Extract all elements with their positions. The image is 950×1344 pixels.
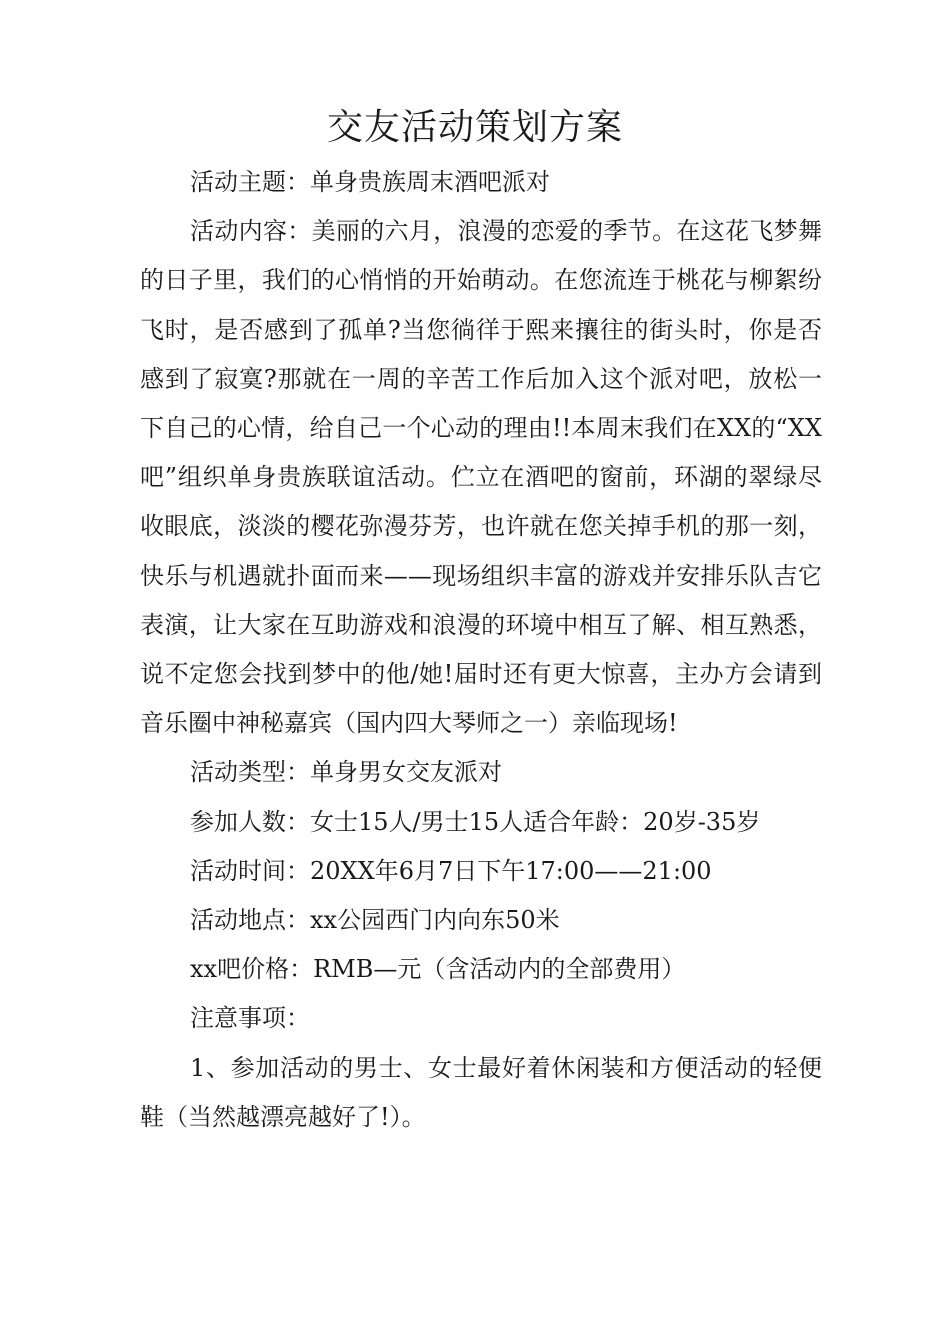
document-body <box>140 158 822 1142</box>
paragraph-content: 活动内容：美丽的六月，浪漫的恋爱的季节。在这花飞梦舞的日子里，我们的心悄悄的开始萌动。在您流连于桃花与柳絮纷飞时，是否感到了孤单?当您徜徉于熙来攘往的街头时，你是否感到了寂寞?那就在一周的辛苦工作后加入这个派对吧，放松一下自己的心情，给自己一个心动的理由!!本周末我们在XX的“XX吧”组织单身贵族联谊活动。伫立在酒吧的窗前，环湖的翠绿尽收眼底，淡淡的樱花弥漫芬芳，也许就在您关掉手机的那一刻，快乐与机遇就扑面而来——现场组织丰富的游戏并安排乐队吉它表演，让大家在互助游戏和浪漫的环境中相互了解、相互熟悉，说不定您会找到梦中的他/她!届时还有更大惊喜，主办方会请到音乐圈中神秘嘉宾（国内四大琴师之一）亲临现场! <box>140 217 822 738</box>
paragraph-theme: 活动主题：单身贵族周末酒吧派对 <box>190 168 550 196</box>
paragraph-location: 活动地点：xx公园西门内向东50米 <box>190 906 560 935</box>
paragraph-time: 活动时间：20XX年6月7日下午17:00——21:00 <box>190 856 712 885</box>
paragraph-participants: 参加人数：女士15人/男士15人适合年龄：20岁-35岁 <box>190 807 761 836</box>
paragraph-notes-heading: 注意事项： <box>190 1004 310 1033</box>
document-title: 交友活动策划方案 <box>326 107 623 148</box>
paragraph-price: xx吧价格：RMB—元（含活动内的全部费用） <box>190 955 686 984</box>
paragraph-type: 活动类型：单身男女交友派对 <box>190 758 502 787</box>
paragraph-note-1: 1、参加活动的男士、女士最好着休闲装和方便活动的轻便鞋（当然越漂亮越好了!）。 <box>140 1053 822 1131</box>
